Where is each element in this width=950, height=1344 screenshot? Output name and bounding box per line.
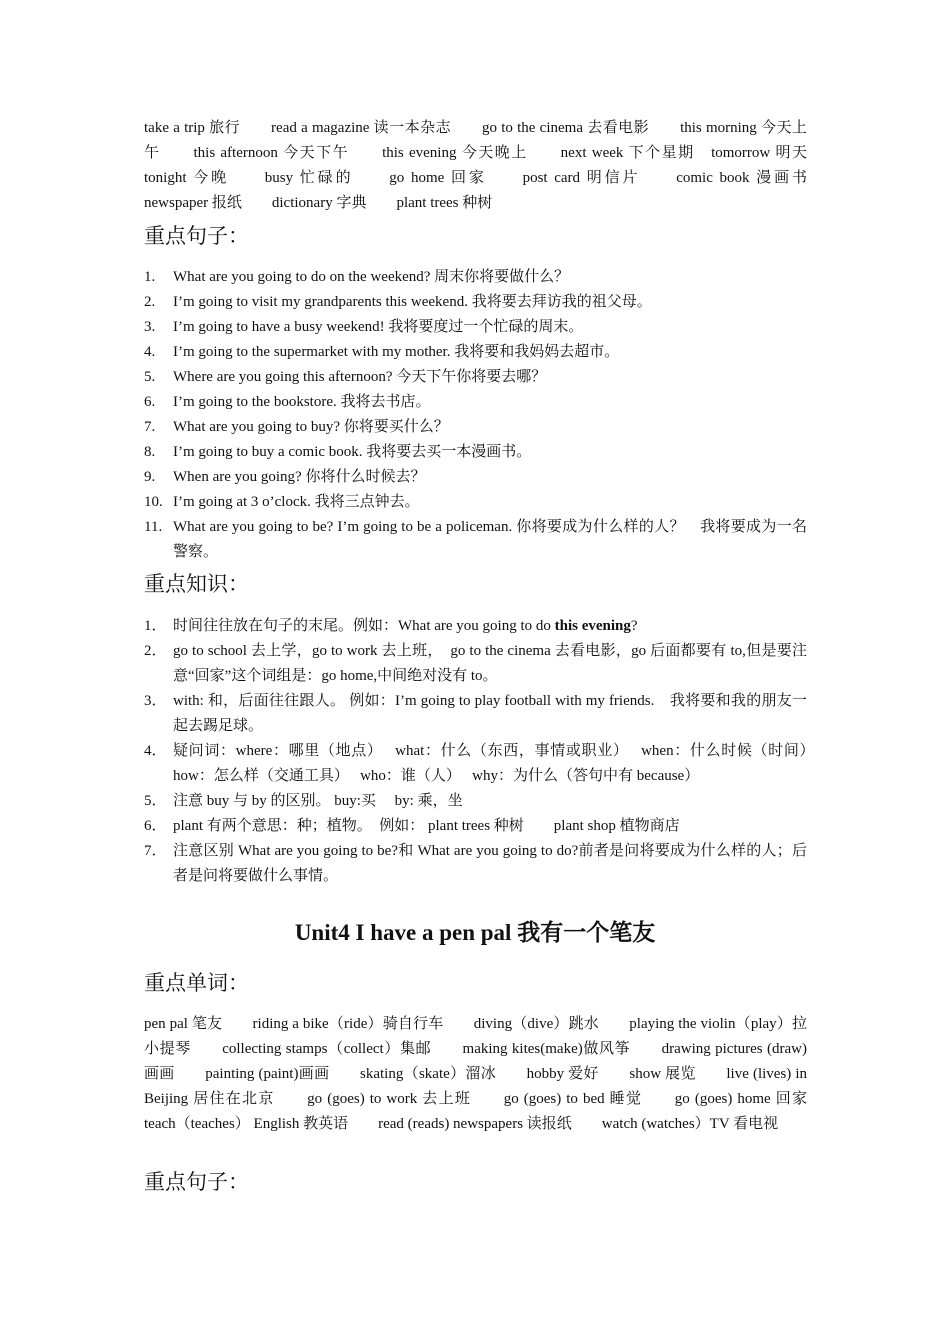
list-item: 4. I’m going to the supermarket with my mother. 我将要和我妈妈去超市。 <box>144 344 620 360</box>
list-item: 8. I’m going to buy a comic book. 我将要去买一本漫画书。 <box>144 444 532 460</box>
list-item: 9. When are you going? 你将什么时候去？ <box>144 469 426 485</box>
list-item: 11. What are you going to be? I’m going to be a policeman. 你将要成为什么样的人？ 我将要成为一名警察。 <box>144 519 807 560</box>
heading-key-sentences: 重点句子： <box>144 224 249 248</box>
list-item: 5． 注意 buy 与 by 的区别。 buy:买 by: 乘，坐 <box>144 793 463 809</box>
heading-key-knowledge: 重点知识： <box>144 572 249 596</box>
sentence-list <box>144 265 807 565</box>
knowledge-list <box>144 614 826 889</box>
list-item: 2． go to school 去上学，go to work 去上班， go to the cinema 去看电影，go 后面都要有 to,但是要注意“回家”这个词组是：go home,中间绝对没有 to。 <box>144 643 807 684</box>
list-item: 3. I’m going to have a busy weekend! 我将要度过一个忙碌的周末。 <box>144 319 584 335</box>
unit-title: Unit4 I have a pen pal 我有一个笔友 <box>294 920 656 945</box>
list-item: 2. I’m going to visit my grandparents this weekend. 我将要去拜访我的祖父母。 <box>144 294 652 310</box>
vocab-paragraph-2: pen pal 笔友 riding a bike（ride）骑自行车 diving（dive）跳水 playing the violin（play）拉小提琴 collecting stamps（collect）集邮 making kites(make)做风筝 drawing pictures (draw)画画 painting (paint)画画 skating（skate）溜冰 hobby 爱好 show 展览 live (lives) in Beijing 居住在北京 go (goes) to work 去上班 go (goes) to bed 睡觉 go (goes) home 回家 teach（teaches） English 教英语 read (reads) newspapers 读报纸 watch (watches）TV 看电视 <box>144 1016 838 1132</box>
list-item: 1. What are you going to do on the weekend? 周末你将要做什么？ <box>144 269 570 285</box>
heading-key-sentences-2: 重点句子： <box>144 1170 249 1194</box>
list-item: 6． plant 有两个意思：种；植物。 例如： plant trees 种树 plant shop 植物商店 <box>144 818 680 834</box>
vocab-paragraph-1: take a trip 旅行 read a magazine 读一本杂志 go to the cinema 去看电影 this morning 今天上午 this afternoon 今天下午 this evening 今天晚上 next week 下个星期 tomorrow 明天 tonight 今晚 busy 忙碌的 go home 回家 post card 明信片 comic book 漫画书 newspaper 报纸 dictionary 字典 plant trees 种树 <box>144 120 838 211</box>
list-item: 6. I’m going to the bookstore. 我将去书店。 <box>144 394 431 410</box>
list-item: 4． 疑问词：where：哪里（地点） what：什么（东西，事情或职业） when：什么时候（时间） how：怎么样（交通工具） who：谁（人） why：为什么（答句中有 because） <box>144 743 826 784</box>
list-item: 3． with: 和，后面往往跟人。 例如：I’m going to play football with my friends. 我将要和我的朋友一起去踢足球。 <box>144 693 807 734</box>
list-item: 7． 注意区别 What are you going to be?和 What are you going to do?前者是问将要成为什么样的人；后者是问将要做什么事情。 <box>144 843 807 884</box>
list-item: 7. What are you going to buy? 你将要买什么？ <box>144 419 449 435</box>
heading-key-words: 重点单词： <box>144 971 249 995</box>
list-item: 10. I’m going at 3 o’clock. 我将三点钟去。 <box>144 494 420 510</box>
list-item: 1． 时间往往放在句子的末尾。例如：What are you going to do this evening? <box>144 618 638 634</box>
list-item: 5. Where are you going this afternoon? 今天下午你将要去哪？ <box>144 369 547 385</box>
